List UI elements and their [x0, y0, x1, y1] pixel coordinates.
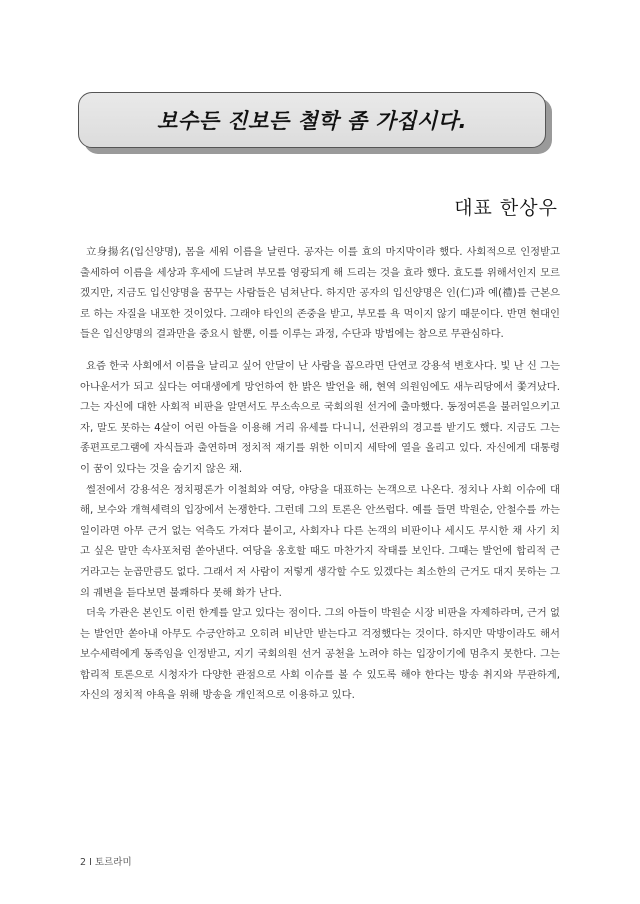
footer-separator: I: [89, 857, 92, 868]
paragraph-2: 요즘 한국 사회에서 이름을 날리고 싶어 안달이 난 사람을 꼽으라면 단연코 강용석 변호사다. 빛 난 신 그는 아나운서가 되고 싶다는 여대생에게 망언하여 한 밝은 발언을 해, 현역 의원임에도 새누리당에서 쫓겨났다. 그는 자신에 대한 사회적 비판을 알면서도 무소속으로 국회의원 선거에 출마했다. 동정여론을 불러일으키고자, 말도 못하는 4살이 어린 아들을 이용해 거리 유세를 다니니, 선관위의 경고를 받기도 했다. 지금도 그는 종편프로그램에 자식들과 출연하며 정치적 재기를 위한 이미지 세탁에 열을 올리고 있다. 자신에게 대통령이 꿈이 있다는 것을 숨기지 않은 채.: [80, 359, 560, 475]
author-byline: 대표 한상우: [454, 197, 558, 219]
page-number: 2: [80, 857, 87, 868]
page-footer: [80, 854, 132, 868]
article-title: 보수든 진보든 철학 좀 가집시다.: [157, 109, 467, 133]
paragraph-1: 立身揚名(입신양명), 몸을 세워 이름을 날린다. 공자는 이를 효의 마지막이라 했다. 사회적으로 인정받고 출세하여 이름을 세상과 후세에 드날려 부모를 영광되게 해 드리는 것을 효라 했다. 효도를 위해서인지 모르겠지만, 지금도 입신양명을 꿈꾸는 사람들은 넘쳐난다. 하지만 공자의 입신양명은 인(仁)과 예(禮)를 근본으로 하는 자질을 내포한 것이었다. 그래야 타인의 존중을 받고, 부모를 욕 먹이지 않기 때문이다. 반면 현대인들은 입신양명의 결과만을 중요시 할뿐, 이를 이루는 과정, 수단과 방법에는 참으로 무관심하다.: [80, 246, 560, 341]
paragraph-4: 더욱 가관은 본인도 이런 한계를 알고 있다는 점이다. 그의 아들이 박원순 시장 비판을 자제하라며, 근거 없는 발언만 쏟아내 아무도 수긍안하고 오히려 비난만 받는다고 걱정했다는 것이다. 하지만 막방이라도 해서 보수세력에게 동족임을 인정받고, 지기 국회의원 선거 공천을 노려야 하는 입장이기에 멈추지 못한다. 그는 합리적 토론으로 시청자가 다양한 관점으로 사회 이슈를 볼 수 있도록 해야 한다는 방송 취지와 무관하게, 자신의 정치적 야욕을 위해 방송을 개인적으로 이용하고 있다.: [80, 607, 560, 702]
paragraph-3: 썰전에서 강용석은 정치평론가 이철희와 여당, 야당을 대표하는 논객으로 나온다. 정치나 사회 이슈에 대해, 보수와 개혁세력의 입장에서 논쟁한다. 그런데 그의 토론은 안쓰럽다. 예를 들면 박원순, 안철수를 까는 일이라면 아무 근거 없는 억측도 가져다 붙이고, 사회자나 다른 논객의 비판이나 세시도 무시한 채 사기 치고 싶은 말만 속사포처럼 쏟아낸다. 여당을 옹호할 때도 마찬가지 작태를 보인다. 그때는 발언에 합리적 근거라고는 눈곱만큼도 없다. 그래서 저 사람이 저렇게 생각할 수도 있겠다는 최소한의 근거도 대지 못하는 그의 궤변을 듣다보면 불쾌하다 못해 화가 난다.: [80, 483, 560, 599]
publication-name: 토르라미: [94, 857, 132, 868]
title-banner: [78, 92, 552, 154]
article-body: [80, 242, 560, 706]
title-box: [78, 92, 546, 148]
